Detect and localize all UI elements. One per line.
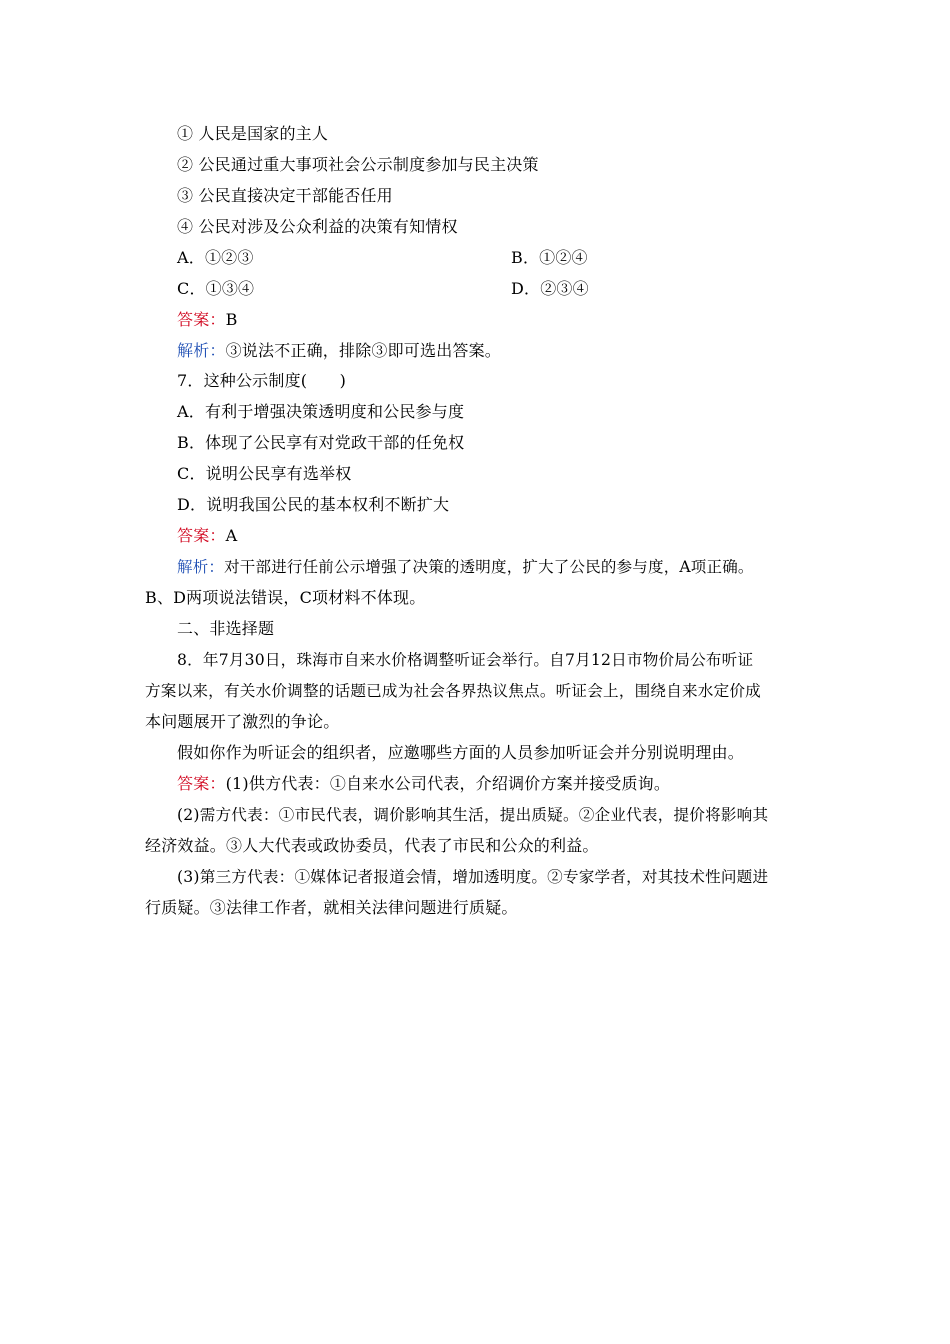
q8-answer-2-line-1: (2)需方代表：①市民代表，调价影响其生活，提出质疑。②企业代表，提价将影响其 (177, 806, 769, 824)
q7-choice-d: D．说明我国公民的基本权利不断扩大 (177, 495, 450, 514)
q7-choice-b: B．体现了公民享有对党政干部的任免权 (177, 433, 465, 452)
q7-analysis-line-1 (177, 556, 754, 578)
q7-analysis-line-2: B、D两项说法错误，C项材料不体现。 (145, 588, 426, 607)
analysis-label: 解析： (177, 341, 226, 360)
q8-answer-3-line-1: (3)第三方代表：①媒体记者报道会情，增加透明度。②专家学者，对其技术性问题进 (177, 868, 769, 886)
section-heading: 二、非选择题 (177, 619, 275, 638)
q7-answer (177, 525, 237, 547)
q7-stem: 7．这种公示制度( ) (177, 371, 347, 390)
answer-text: (1)供方代表：①自来水公司代表，介绍调价方案并接受质询。 (225, 774, 671, 793)
answer-value: B (225, 310, 238, 329)
q8-answer-2-line-2: 经济效益。③人大代表或政协委员，代表了市民和公众的利益。 (145, 836, 599, 855)
answer-label: 答案： (177, 310, 226, 329)
q8-stem-line-2: 方案以来，有关水价调整的话题已成为社会各界热议焦点。听证会上，围绕自来水定价成 (145, 682, 761, 700)
q8-question: 假如你作为听证会的组织者，应邀哪些方面的人员参加听证会并分别说明理由。 (177, 743, 745, 762)
q8-stem-line-3: 本问题展开了激烈的争论。 (145, 712, 340, 731)
q8-answer-1 (177, 773, 670, 795)
q6-answer (177, 309, 238, 331)
q6-choice-d: D．②③④ (511, 279, 589, 298)
answer-label: 答案： (177, 774, 226, 793)
analysis-label: 解析： (177, 558, 225, 576)
q7-choice-a: A．有利于增强决策透明度和公民参与度 (177, 402, 465, 421)
q6-option-1: ① 人民是国家的主人 (177, 124, 329, 143)
q8-answer-3-line-2: 行质疑。③法律工作者，就相关法律问题进行质疑。 (145, 898, 518, 917)
q6-choice-c: C．①③④ (177, 279, 255, 298)
q6-option-2: ② 公民通过重大事项社会公示制度参加与民主决策 (177, 155, 539, 174)
q6-option-4: ④ 公民对涉及公众利益的决策有知情权 (177, 217, 458, 236)
analysis-text: 对干部进行任前公示增强了决策的透明度，扩大了公民的参与度，A项正确。 (224, 558, 754, 576)
answer-value: A (225, 526, 238, 545)
answer-label: 答案： (177, 526, 226, 545)
q7-choice-c: C．说明公民享有选举权 (177, 464, 352, 483)
q8-stem-line-1: 8．年7月30日，珠海市自来水价格调整听证会举行。自7月12日市物价局公布听证 (177, 651, 754, 669)
q6-choice-a: A．①②③ (177, 248, 254, 267)
analysis-text: ③说法不正确，排除③即可选出答案。 (225, 341, 502, 360)
q6-option-3: ③ 公民直接决定干部能否任用 (177, 186, 393, 205)
q6-analysis (177, 340, 501, 362)
q6-choice-b: B．①②④ (511, 248, 588, 267)
